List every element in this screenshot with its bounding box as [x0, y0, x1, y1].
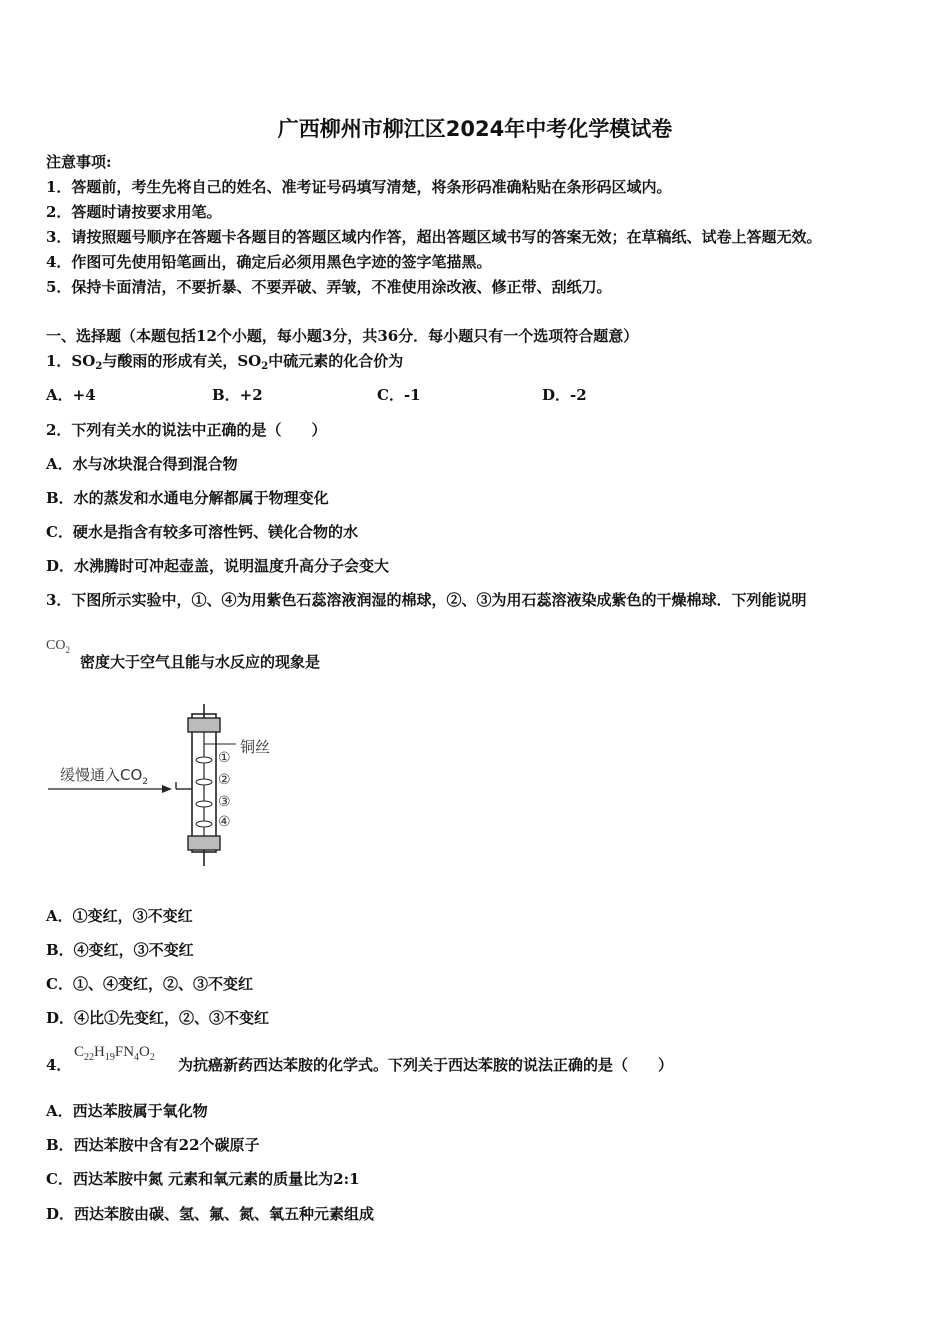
q3-stem-continued: 密度大于空气且能与水反应的现象是 [80, 653, 321, 671]
cotton-ball-3 [196, 801, 212, 807]
wire-label: 铜丝 [240, 738, 271, 756]
note-item: 3．请按照题号顺序在答题卡各题目的答题区域内作答，超出答题区域书写的答案无效；在草稿纸、试卷上答题无效。 [46, 228, 822, 246]
note-item: 4．作图可先使用铅笔画出，确定后必须用黑色字迹的签字笔描黑。 [46, 253, 492, 271]
q2-option-a: A．水与冰块混合得到混合物 [46, 455, 238, 473]
q4-option-a: A．西达苯胺属于氧化物 [46, 1102, 208, 1120]
arrow-head-icon [162, 785, 172, 793]
q2-option-d: D．水沸腾时可冲起壶盖，说明温度升高分子会变大 [46, 557, 390, 575]
q2-option-c: C．硬水是指含有较多可溶性钙、镁化合物的水 [46, 523, 358, 541]
q1-option-c: C．-1 [377, 386, 421, 404]
q3-option-c: C．①、④变红，②、③不变红 [46, 975, 253, 993]
q4-stem: 为抗癌新药西达苯胺的化学式。下列关于西达苯胺的说法正确的是（ ） [178, 1056, 674, 1074]
q1-stem: 1．$SO_2$与酸雨的形成有关，$SO_2$中硫元素的化合价为 [46, 352, 404, 372]
q4-number: 4． [46, 1056, 72, 1074]
note-item: 2．答题时请按要求用笔。 [46, 203, 222, 221]
bottom-stopper [188, 836, 220, 850]
co2-formula: $CO_2$ [46, 638, 70, 655]
ball-label-1: ① [218, 750, 231, 766]
q2-option-b: B．水的蒸发和水通电分解都属于物理变化 [46, 489, 329, 507]
q3-option-b: B．④变红，③不变红 [46, 941, 194, 959]
q2-stem: 2．下列有关水的说法中正确的是（ ） [46, 421, 327, 439]
q3-stem: 3．下图所示实验中，①、④为用紫色石蕊溶液润湿的棉球，②、③为用石蕊溶液染成紫色的干燥棉球．下列能说明 [46, 591, 807, 609]
ball-label-3: ③ [218, 794, 231, 810]
top-stopper [188, 718, 220, 732]
q1-option-d: D．-2 [542, 386, 587, 404]
q4-option-d: D．西达苯胺由碳、氢、氟、氮、氧五种元素组成 [46, 1205, 375, 1223]
apparatus-diagram [46, 700, 306, 870]
q1-option-b: B．+2 [212, 386, 263, 404]
q1-option-a: A．+4 [46, 386, 96, 404]
q3-option-a: A．①变红，③不变红 [46, 907, 193, 925]
notes-heading: 注意事项: [46, 153, 112, 171]
cotton-ball-2 [196, 779, 212, 785]
page-title: 广西柳州市柳江区2024年中考化学模试卷 [277, 117, 673, 141]
q4-formula: $C_{22}H_{19}FN_4O_2$ [74, 1044, 155, 1063]
q4-option-b: B．西达苯胺中含有22个碳原子 [46, 1136, 260, 1154]
q3-option-d: D．④比①先变红，②、③不变红 [46, 1009, 270, 1027]
note-item: 1．答题前，考生先将自己的姓名、准考证号码填写清楚，将条形码准确粘贴在条形码区域内。 [46, 178, 672, 196]
ball-label-4: ④ [218, 814, 231, 830]
ball-label-2: ② [218, 772, 231, 788]
section-heading: 一、选择题（本题包括12个小题，每小题3分，共36分．每小题只有一个选项符合题意） [46, 327, 639, 345]
note-item: 5．保持卡面清洁，不要折暴、不要弄破、弄皱，不准使用涂改液、修正带、刮纸刀。 [46, 278, 612, 296]
cotton-ball-4 [196, 821, 212, 827]
q4-option-c: C．西达苯胺中氮 元素和氧元素的质量比为2:1 [46, 1170, 360, 1188]
inlet-label: 缓慢通入$CO_2$ [60, 766, 149, 787]
cotton-ball-1 [196, 757, 212, 763]
